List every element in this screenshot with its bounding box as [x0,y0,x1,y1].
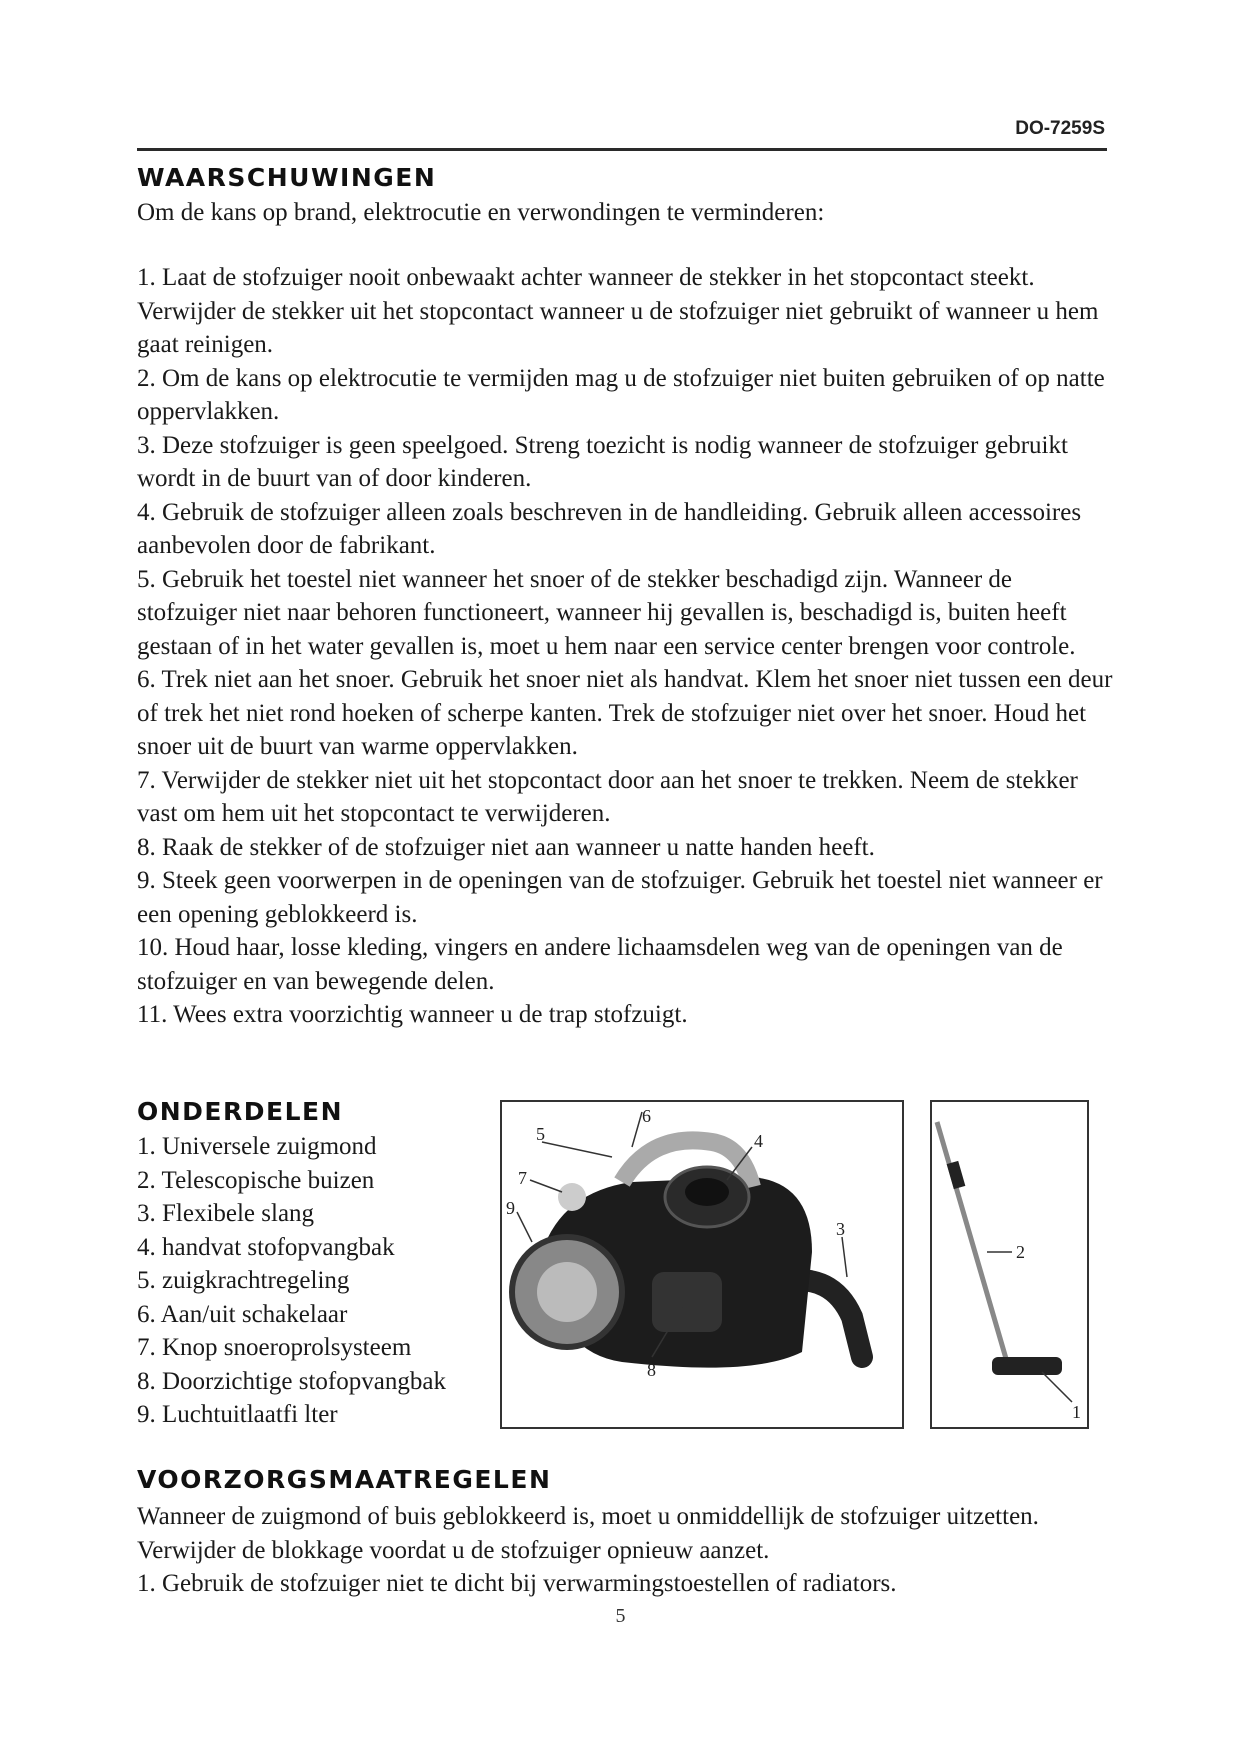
precaution-line: 1. Gebruik de stofzuiger niet te dicht bij verwarmingstoestellen of radiators. [137,1570,897,1597]
warnings-heading: WAARSCHUWINGEN [137,163,437,192]
part-item: 1. Universele zuigmond [137,1133,377,1160]
part-item: 5. zuigkrachtregeling [137,1267,350,1294]
vacuum-body-illustration [502,1102,902,1427]
figure-label: 7 [518,1168,527,1188]
part-item: 6. Aan/uit schakelaar [137,1300,348,1328]
parts-list [137,1130,446,1432]
warning-item: 9. Steek geen voorwerpen in de openingen van de stofzuiger. Gebruik het toestel niet wanneer er een opening geblokkeerd is. [137,867,1103,928]
warning-item: 5. Gebruik het toestel niet wanneer het snoer of de stekker beschadigd zijn. Wanneer de stofzuiger niet naar behoren functioneert, wanneer hij gevallen is, beschadigd is, buiten heeft gestaan of in het water gevallen is, moet u hem naar een service center brengen voor controle. [137,565,1076,660]
part-item: 3. Flexibele slang [137,1200,315,1227]
figure-label: 2 [1016,1242,1025,1262]
warning-item: 10. Houd haar, losse kleding, vingers en andere lichaamsdelen weg van de openingen van de stofzuiger en van bewegende delen. [137,934,1063,995]
part-item: 4. handvat stofopvangbak [137,1233,395,1261]
page-number: 5 [615,1605,626,1627]
figure-label: 5 [536,1124,545,1144]
part-item: 9. Luchtuitlaatfi lter [137,1401,338,1428]
warning-item: 1. Laat de stofzuiger nooit onbewaakt achter wanneer de stekker in het stopcontact steekt. Verwijder de stekker uit het stopcontact wanneer u de stofzuiger niet gebruikt of wanneer u hem gaat reinigen. [137,264,1099,358]
figure-label: 8 [647,1360,656,1380]
figure-label: 9 [506,1198,515,1218]
figure-label: 1 [1072,1402,1081,1422]
precaution-line: Wanneer de zuigmond of buis geblokkeerd is, moet u onmiddellijk de stofzuiger uitzetten. Verwijder de blokkage voordat u de stofzuiger opnieuw aanzet. [137,1503,1039,1564]
figure-label: 3 [836,1219,845,1239]
parts-heading: ONDERDELEN [137,1097,344,1126]
warning-item: 7. Verwijder de stekker niet uit het stopcontact door aan het snoer te trekken. Neem de stekker vast om hem uit het stopcontact te verwijderen. [137,766,1078,827]
precautions-text [137,1500,1117,1601]
warning-item: 8. Raak de stekker of de stofzuiger niet aan wanneer u natte handen heeft. [137,833,875,861]
part-item: 8. Doorzichtige stofopvangbak [137,1367,446,1395]
warning-item: 6. Trek niet aan het snoer. Gebruik het snoer niet als handvat. Klem het snoer niet tussen een deur of trek het niet rond hoeken of scherpe kanten. Trek de stofzuiger niet over het snoer. Houd het snoer uit de buurt van warme oppervlakken. [137,666,1113,760]
part-item: 7. Knop snoeroprolsysteem [137,1334,412,1361]
warnings-list [137,261,1117,1032]
header-rule [137,148,1107,151]
vacuum-tube-figure [930,1100,1089,1429]
warnings-intro: Om de kans op brand, elektrocutie en verwondingen te verminderen: [137,199,825,226]
precautions-heading: VOORZORGSMAATREGELEN [137,1465,552,1494]
part-item: 2. Telescopische buizen [137,1166,375,1194]
warning-item: 3. Deze stofzuiger is geen speelgoed. Streng toezicht is nodig wanneer de stofzuiger gebruikt wordt in de buurt van of door kinderen. [137,431,1068,492]
figure-label: 6 [642,1106,651,1126]
vacuum-body-figure [500,1100,904,1429]
warning-item: 11. Wees extra voorzichtig wanneer u de trap stofzuigt. [137,1001,688,1028]
figure-label: 4 [754,1131,763,1151]
model-number: DO-7259S [1015,118,1105,139]
warning-item: 4. Gebruik de stofzuiger alleen zoals beschreven in de handleiding. Gebruik alleen accessoires aanbevolen door de fabrikant. [137,498,1082,559]
warning-item: 2. Om de kans op elektrocutie te vermijden mag u de stofzuiger niet buiten gebruiken of op natte oppervlakken. [137,364,1105,425]
vacuum-tube-illustration [932,1102,1087,1427]
